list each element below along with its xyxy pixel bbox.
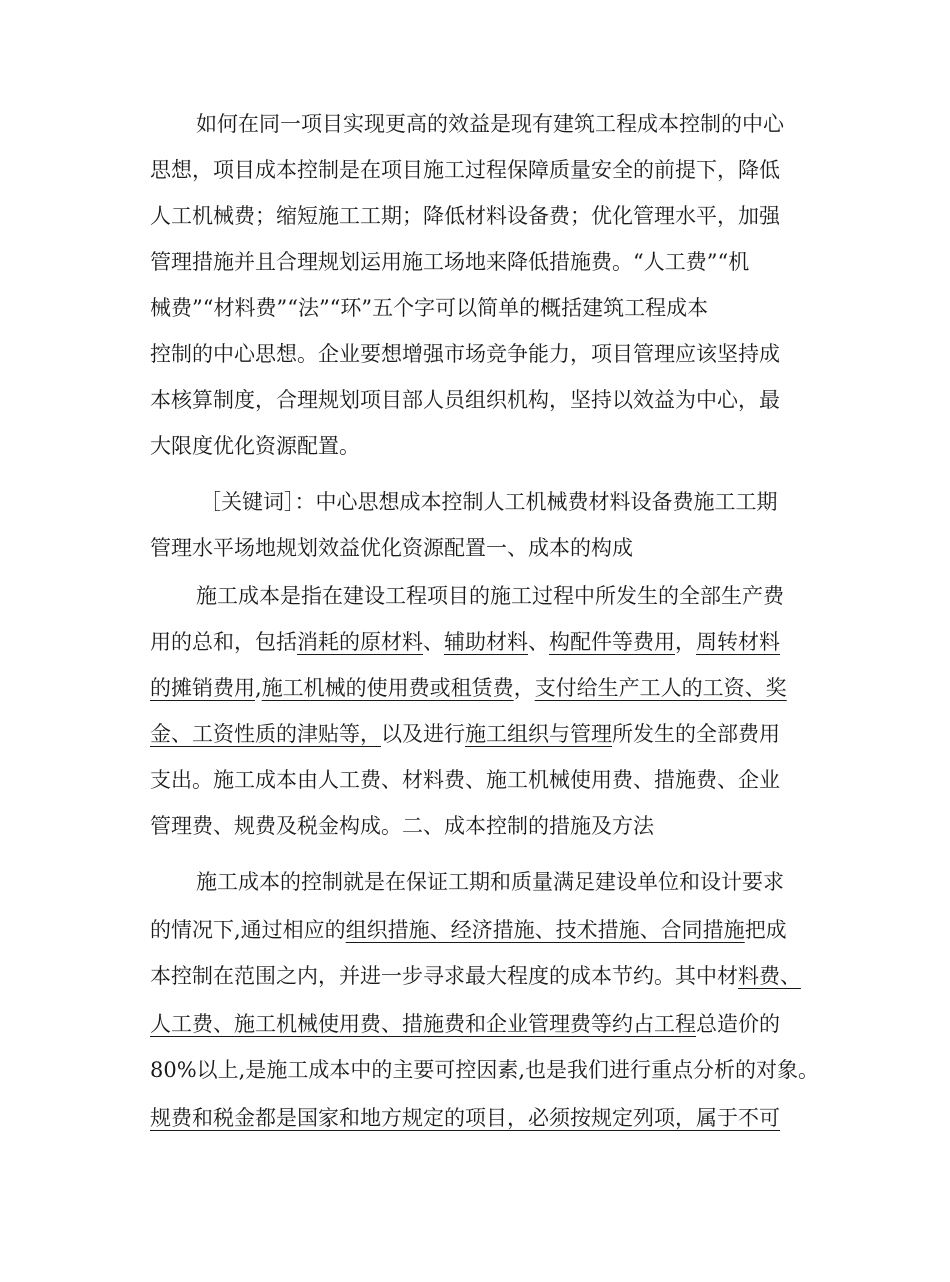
text-line	[196, 576, 784, 616]
underlined-text: 构配件等费用	[549, 630, 675, 654]
text-line	[150, 806, 654, 846]
text-line	[150, 528, 633, 568]
text-line	[150, 334, 780, 374]
text-span: 、	[423, 630, 444, 654]
text-span: 的情况下,通过相应的	[150, 918, 346, 942]
text-span: 本核算制度，合理规划项目部人员组织机构，坚持以效益为中心，最	[150, 388, 780, 412]
text-span: 控制的中心思想。企业要想增强市场竞争能力，项目管理应该坚持成	[150, 342, 780, 366]
text-line	[150, 150, 780, 190]
text-span: 管理水平场地规划效益优化资源配置一、成本的构成	[150, 536, 633, 560]
text-span: 施工成本是指在建设工程项目的施工过程中所发生的全部生产费	[196, 584, 784, 608]
text-line	[196, 104, 784, 144]
underlined-text: 周转材料	[696, 630, 780, 654]
text-line	[150, 426, 360, 466]
text-span: 施工成本的控制就是在保证工期和质量满足建设单位和设计要求	[196, 870, 784, 894]
underlined-text: 施工组织与管理	[465, 722, 612, 746]
text-span: 如何在同一项目实现更高的效益是现有建筑工程成本控制的中心	[196, 112, 784, 136]
text-line	[150, 668, 787, 708]
text-line	[196, 862, 784, 902]
text-span: ，	[513, 676, 535, 700]
text-span: 用的总和，包括	[150, 630, 297, 654]
underlined-text: 施工机械的使用费或租赁费	[261, 676, 514, 700]
text-span: 总造价的	[696, 1012, 780, 1036]
text-span: 大限度优化资源配置。	[150, 434, 360, 458]
underlined-text: 的摊销费用	[150, 676, 255, 700]
text-line	[150, 714, 780, 754]
text-line	[150, 196, 780, 236]
text-line	[150, 288, 708, 328]
underlined-text: 料费、	[738, 964, 801, 988]
text-span: 支出。施工成本由人工费、材料费、施工机械使用费、措施费、企业	[150, 768, 780, 792]
text-line	[150, 622, 780, 662]
text-span: 所发生的全部费用	[612, 722, 780, 746]
underlined-text: 金、工资性质的津贴等，	[150, 722, 381, 746]
text-span: 80%以上,是施工成本中的主要可控因素,也是我们进行重点分析的对象。	[150, 1058, 820, 1082]
underlined-text: 支付给生产工人的工资、奖	[534, 676, 787, 700]
text-line	[150, 242, 749, 282]
text-span: 把成	[744, 918, 787, 942]
text-line	[150, 1050, 819, 1090]
underlined-text: 辅助材料	[444, 630, 528, 654]
text-span: 械费”“材料费”“法”“环”五个字可以简单的概括建筑工程成本	[150, 296, 709, 320]
text-line	[150, 910, 787, 950]
text-line	[150, 1004, 780, 1044]
text-span: 思想，项目成本控制是在项目施工过程保障质量安全的前提下，降低	[150, 158, 780, 182]
underlined-text: 人工费、施工机械使用费、措施费和企业管理费等约占工程	[150, 1012, 696, 1036]
text-span: ［关键词］：中心思想成本控制人工机械费材料设备费施工工期	[200, 490, 778, 514]
underlined-text: 组织措施、经济措施、技术措施、合同措施	[345, 918, 745, 942]
text-line	[150, 1098, 780, 1138]
text-span: 以及进行	[381, 722, 465, 746]
text-line	[150, 760, 780, 800]
underlined-text: 消耗的原材料	[297, 630, 423, 654]
text-span: 、	[528, 630, 549, 654]
keywords-line	[200, 482, 778, 522]
text-span: 本控制在范围之内，并进一步寻求最大程度的成本节约。其中材	[150, 964, 738, 988]
text-span: 管理费、规费及税金构成。二、成本控制的措施及方法	[150, 814, 654, 838]
text-line	[150, 956, 801, 996]
text-span: 人工机械费；缩短施工工期；降低材料设备费；优化管理水平，加强	[150, 204, 780, 228]
text-span: ,	[255, 676, 262, 700]
text-line	[150, 380, 780, 420]
text-span: ，	[675, 630, 696, 654]
underlined-text: 规费和税金都是国家和地方规定的项目，必须按规定列项，属于不可	[150, 1106, 780, 1130]
text-span: 管理措施并且合理规划运用施工场地来降低措施费。“人工费”“机	[150, 250, 750, 274]
